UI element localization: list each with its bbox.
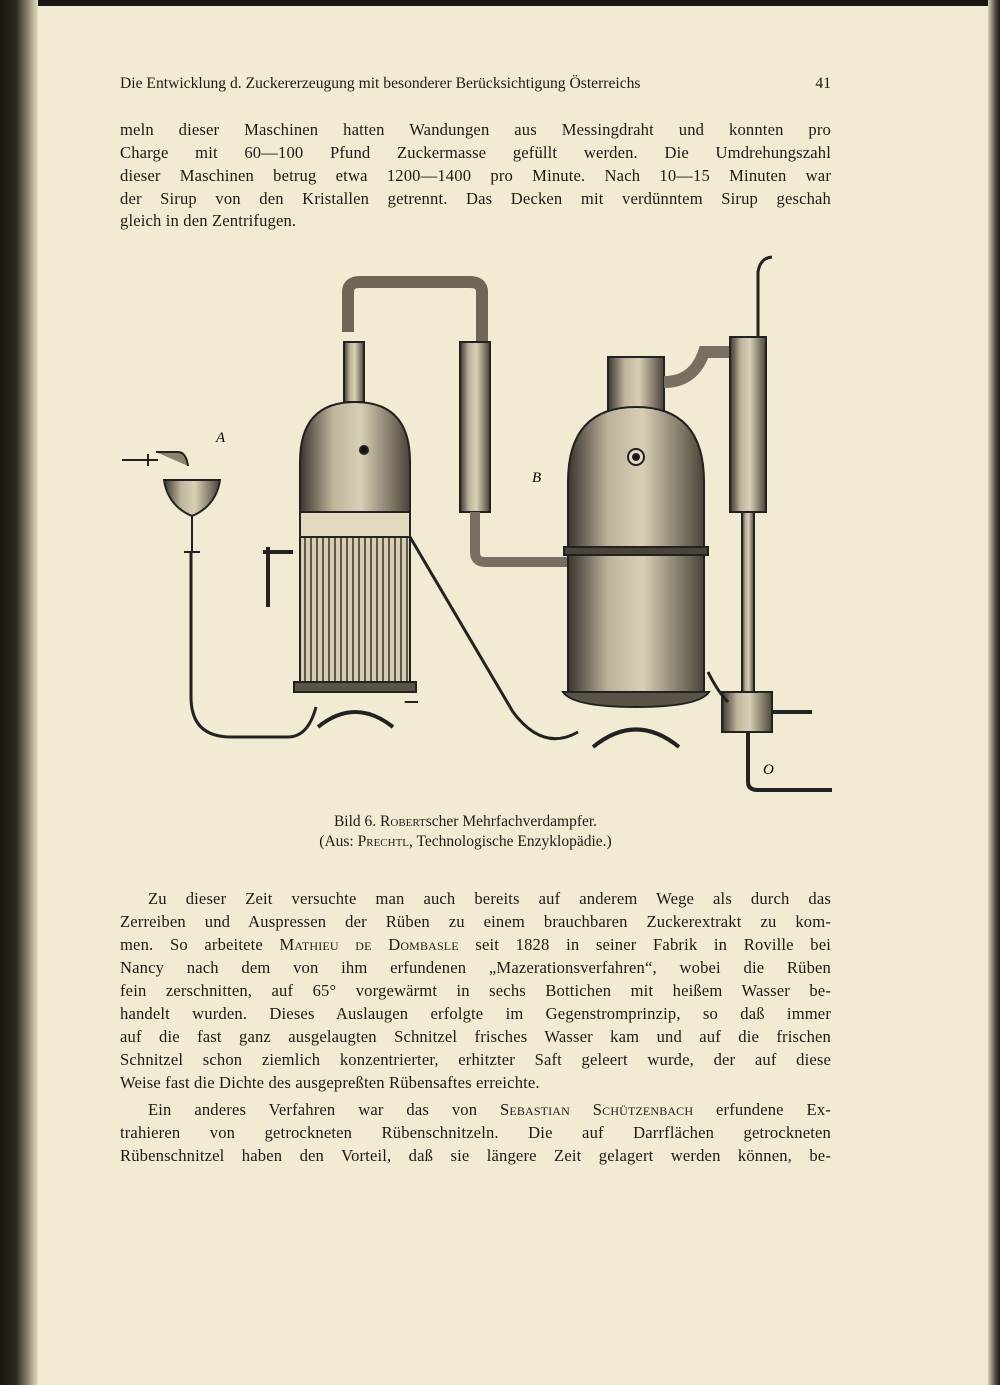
scan-top-border (0, 0, 1000, 6)
text-line: Zu dieser Zeit versuchte man auch bereits auf anderem Wege als durch das (148, 889, 831, 908)
text-segment: men. So arbeitete (120, 935, 263, 954)
person-name: Sebastian Schützenbach (500, 1100, 694, 1119)
vessel-right (563, 352, 729, 747)
text-line: Zerreiben und Auspressen der Rüben zu einem brauchbaren Zuckerextrakt zu kom- (120, 912, 831, 931)
figure-source (110, 833, 821, 851)
text-segment: seit 1828 in seiner Fabrik in Roville bei (475, 935, 831, 954)
text-line: meln dieser Maschinen hatten Wandungen aus Messingdraht und konnten pro (120, 120, 831, 139)
label-b: B (532, 470, 542, 486)
text-line: der Sirup von den Kristallen getrennt. Das Decken mit verdünntem Sirup geschah (120, 189, 831, 208)
source-title: , Technologische Enzyklopädie.) (409, 833, 612, 850)
source-prefix: (Aus: (319, 833, 354, 850)
condenser-right (708, 257, 832, 790)
text-line: fein zerschnitten, auf 65° vorgewärmt in sechs Bottichen mit heißem Wasser be- (120, 981, 831, 1000)
text-line: auf die fast ganz ausgelaugten Schnitzel frisches Wasser kam und auf die frischen (120, 1027, 831, 1046)
source-author: Prechtl (357, 833, 410, 850)
running-title: Die Entwicklung d. Zuckererzeugung mit besonderer Berücksichtigung Österreichs (120, 75, 641, 92)
text-line (120, 1099, 831, 1121)
label-o: O (763, 762, 774, 778)
text-segment: erfundene Ex- (716, 1100, 831, 1119)
text-line: Weise fast die Dichte des ausgepreßten Rübensaftes erreichte. (120, 1073, 540, 1092)
page-number: 41 (815, 75, 831, 92)
text-line: handelt wurden. Dieses Auslaugen erfolgte im Gegenstromprinzip, so daß immer (120, 1004, 831, 1023)
caption-title: scher Mehrfachverdampfer. (425, 813, 598, 830)
text-line: dieser Maschinen betrug etwa 1200—1400 pro Minute. Nach 10—15 Minuten war (120, 166, 831, 185)
text-line: Nancy nach dem von ihm erfundenen „Mazerationsverfahren“, wobei die Rüben (120, 958, 831, 977)
text-line: gleich in den Zentrifugen. (120, 211, 297, 230)
person-name: Mathieu de Dombasle (279, 935, 459, 954)
figure-evaporator-illustration (118, 252, 834, 802)
text-segment: Ein anderes Verfahren war das von (148, 1100, 478, 1119)
text-line: Charge mit 60—100 Pfund Zuckermasse gefüllt werden. Die Umdrehungszahl (120, 143, 831, 162)
evaporator-engraving (118, 252, 834, 802)
caption-name: Robert (380, 813, 426, 830)
label-a: A (216, 430, 226, 446)
running-header (120, 75, 831, 93)
text-line (120, 934, 831, 956)
caption-number: Bild 6. (333, 813, 377, 830)
page-right-edge (988, 0, 1000, 1385)
funnel-a (122, 452, 316, 737)
text-line: Schnitzel schon ziemlich konzentrierter, erhitzter Saft geleert wurde, der auf diese (120, 1050, 831, 1069)
text-line: Rübenschnitzel haben den Vorteil, daß sie längere Zeit gelagert werden können, be- (120, 1146, 831, 1165)
book-spine-shadow (0, 0, 38, 1385)
text-line: trahieren von getrockneten Rübenschnitzeln. Die auf Darrflächen getrockneten (120, 1123, 831, 1142)
figure-caption (110, 813, 821, 831)
